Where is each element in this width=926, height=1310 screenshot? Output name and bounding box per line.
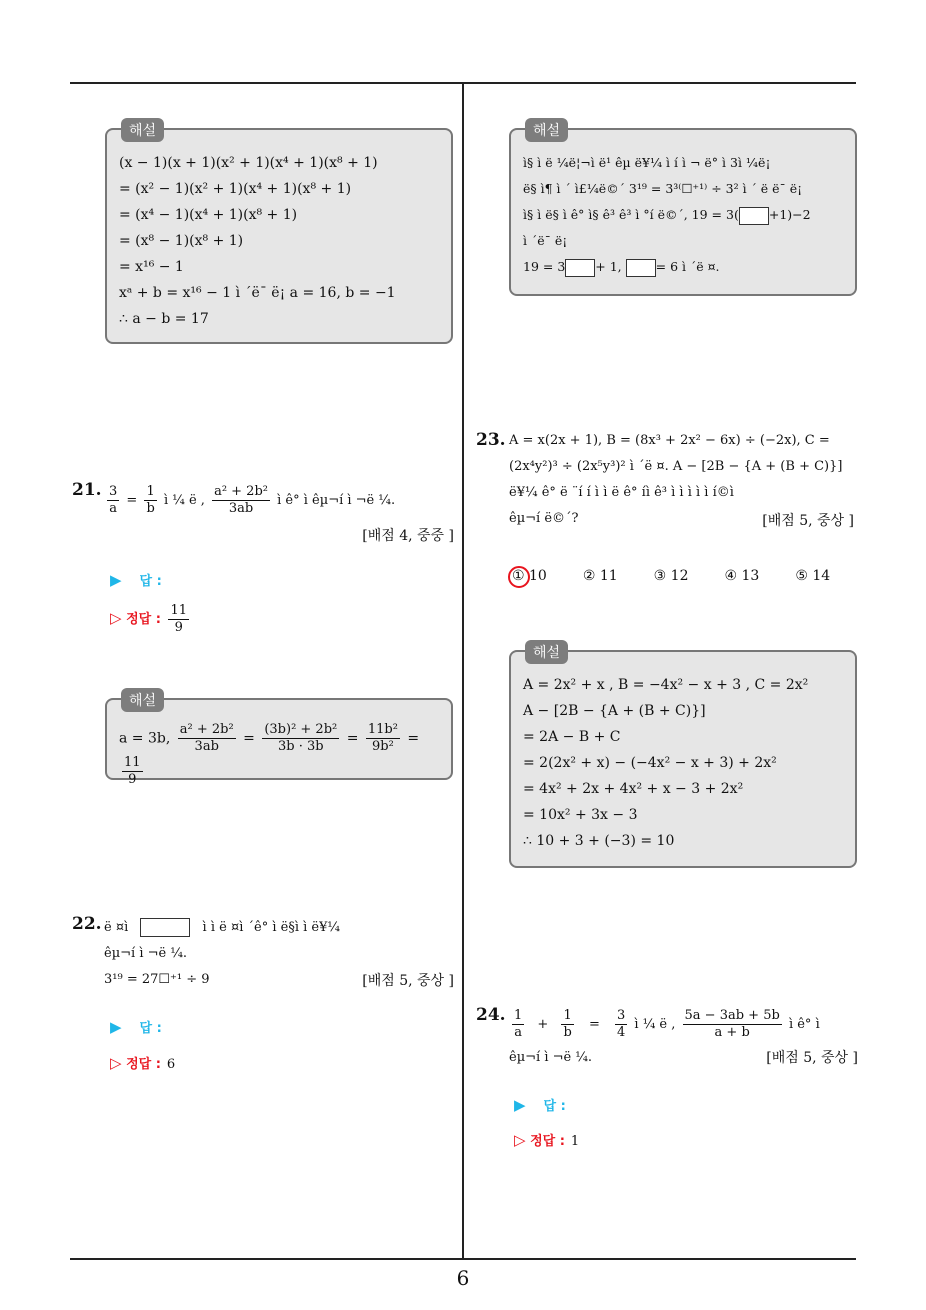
choice-3[interactable]: ③ 12 [653,568,689,584]
fraction: $\frac{\text{(3b)² + 2b²}}{3b \cdot 3b}$ [264,722,338,754]
question-24-text: $\frac{1}{a}$ + $\frac{1}{b}$ = $\frac{3}{4}$ ì ¼ ë , $\frac{5a - 3ab + 5b}{a + b}$ ì ê° ì [514,1008,820,1040]
column-divider [462,83,464,1260]
fraction: $\frac{1}{b}$ [146,484,155,516]
question-24-meta: [배점 5, 중상 ] [766,1050,858,1066]
correct-row-22: ▷ 정답 : 6 [110,1054,176,1072]
blank-box [140,918,190,937]
solution-box-prev [105,123,453,344]
outline-triangle-icon: ▷ [514,1131,526,1149]
answer-row-21: ▶ 답 : [110,571,162,589]
question-number-21: 21. [72,480,102,500]
choice-1[interactable]: ① 10 [512,568,547,584]
fraction: $\frac{\text{a² + 2b²}}{3ab}$ [214,484,268,516]
bottom-rule [70,1258,856,1260]
question-23-choices [512,568,830,584]
question-22-meta: [배점 5, 중상 ] [362,973,454,989]
correct-fraction: $\frac{11}{9}$ [170,603,187,635]
solution-line: = x¹⁶ − 1 [119,259,184,275]
question-23-text: A = x(2x + 1), B = (8x³ + 2x² − 6x) ÷ (−2x), C = (2x⁴y²)³ ÷ (2x⁵y³)² ì ´ë ¤. A − [2B − {A + (B + C)}] ë¥¼ ê° ë ¨í í ì ì ë ê° íì ê³ ì ì ì ì ì í©ì êµ¬í ë©´? [509,433,843,526]
play-triangle-icon: ▶ [514,1096,526,1114]
blank-box [565,259,595,277]
solution-lines [119,150,441,332]
question-23-meta: [배점 5, 중상 ] [762,513,854,529]
correct-row-24: ▷ 정답 : 1 [514,1131,580,1149]
choice-4[interactable]: ④ 13 [724,568,760,584]
fraction: $\frac{11}{9}$ [124,755,141,787]
question-22-line1: ë ¤ì ì ì ë ¤ì ´ê° ì ë§ì ì ë¥¼ [104,920,340,935]
fraction: $\frac{1}{a}$ [514,1008,523,1040]
fraction: $\frac{\text{11b²}}{\text{9b²}}$ [367,722,398,754]
fraction: $\frac{3}{4}$ [616,1008,626,1040]
solution-box-23: 해설 A = 2x² + x , B = −4x² − x + 3 , C = 2x² A − [2B − {A + (B + C)}] = 2A − B + C = 2(2x² + x) − (−4x² − x + 3) + 2x² = 4x² + 2x + 4x² + x − 3 + 2x² = 10x² + 3x − 3 ∴ 10 + 3 + (−3) = 10 [509,650,857,868]
blank-box [626,259,656,277]
fraction: $\frac{5a - 3ab + 5b}{a + b}$ [684,1008,780,1040]
answer-row-22: ▶ 답 : [110,1018,162,1036]
solution-line: = (x⁴ − 1)(x⁴ + 1)(x⁸ + 1) [119,207,298,223]
question-22-line3: 3¹⁹ = 27☐⁺¹ ÷ 9 [104,972,210,987]
solution-box-22: 해설 ì§ ì ë ¼ë¦¬ì ë¹ êµ ë¥¼ ì í ì ¬ ë° ì 3ì ¼ë¡ ë§ ì¶ ì ´ ì£¼ë©´ 3¹⁹ = 3³⁽☐⁺¹⁾ ÷ 3² ì ´ ë ë¯ ë¡ ì§ ì ë§ ì ê° ì§ ê³ ê³ ì °í ë©´, 19 = 3( +1)−2 ì ´ë¯ ë¡ 19 = 3 + 1, = 6 ì ´ë ¤. [509,128,857,296]
solution-line: = (x² − 1)(x² + 1)(x⁴ + 1)(x⁸ + 1) [119,181,352,197]
question-22-line2: êµ¬í ì ¬ë ¼. [104,946,188,961]
question-number-22: 22. [72,914,102,934]
question-number-24: 24. [476,1005,506,1025]
answer-row-24: ▶ 답 : [514,1096,566,1114]
solution-line: = (x⁸ − 1)(x⁸ + 1) [119,233,244,249]
question-21-meta: [배점 4, 중중 ] [362,528,454,544]
play-triangle-icon: ▶ [110,571,122,589]
solution-line: (x − 1)(x + 1)(x² + 1)(x⁴ + 1)(x⁸ + 1) [119,155,378,171]
blank-box [739,207,769,225]
solution-tag: 해설 [525,640,568,664]
fraction: $\frac{3}{a}$ [109,484,118,516]
choice-2[interactable]: ② 11 [582,568,618,584]
solution-box-21: 해설 a = 3b, $\frac{\text{a² + 2b²}}{3ab}$ = $\frac{\text{(3b)² + 2b²}}{3b \cdot 3b}$ = $\frac{\text{11b²}}{\text{9b²}}$ = $\frac{11}{9}$ [105,698,453,780]
selected-answer-circle-icon [508,566,530,588]
question-21-text: $\frac{3}{a}$ = $\frac{1}{b}$ ì ¼ ë , $\frac{\text{a² + 2b²}}{3ab}$ ì ê° ì êµ¬í ì ¬ë ¼. [109,484,396,516]
solution-tag: 해설 [525,118,568,142]
correct-row-21: ▷ 정답 : $\frac{11}{9}$ [110,603,187,635]
question-24-line2: êµ¬í ì ¬ë ¼. [509,1050,593,1065]
solution-tag: 해설 [121,118,164,142]
question-number-23: 23. [476,430,506,450]
choice-5[interactable]: ⑤ 14 [795,568,831,584]
solution-line: ∴ a − b = 17 [119,311,209,327]
solution-line: xᵃ + b = x¹⁶ − 1 ì ´ë¯ ë¡ a = 16, b = −1 [119,285,396,301]
play-triangle-icon: ▶ [110,1018,122,1036]
solution-tag: 해설 [121,688,164,712]
outline-triangle-icon: ▷ [110,1054,122,1072]
fraction: $\frac{1}{b}$ [563,1008,572,1040]
outline-triangle-icon: ▷ [110,609,122,627]
page-number: 6 [456,1266,470,1290]
fraction: $\frac{\text{a² + 2b²}}{3ab}$ [179,722,234,754]
